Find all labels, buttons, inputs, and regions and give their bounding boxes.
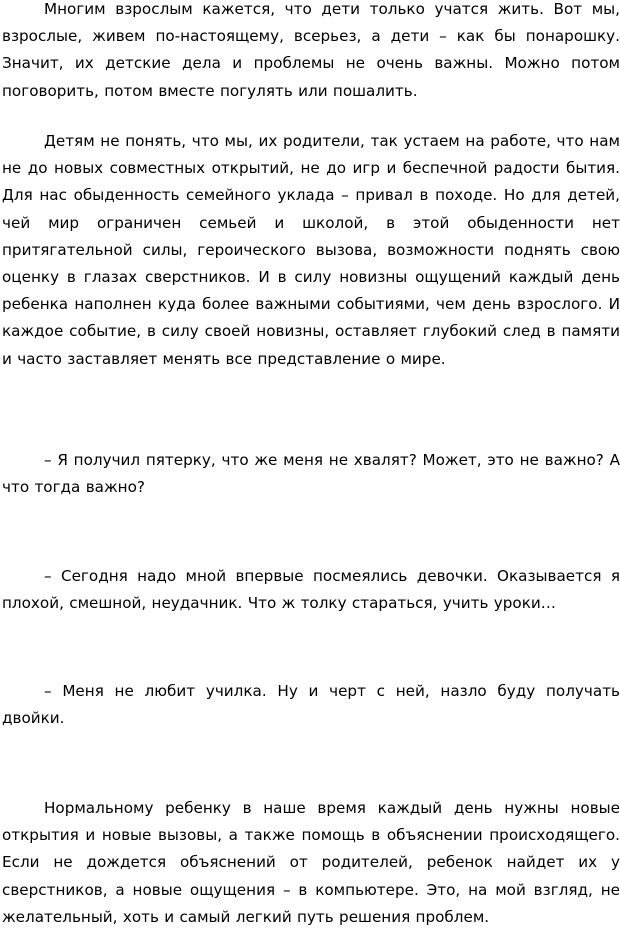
dialogue-line-3: – Меня не любит училка. Ну и черт с ней, назло буду получать двойки.: [2, 682, 620, 728]
paragraph-2: Детям не понять, что мы, их родители, так устаем на работе, что нам не до новых совместных открытий, не до игр и беспечной радости бытия. Для нас обыденность семейного уклада – привал в походе. Но для детей, чей мир ограничен семьей и школой, в этой обыденности нет притягательной силы, героического вызова, возможности поднять свою оценку в глазах сверстников. И в силу новизны ощущений каждый день ребенка наполнен куда более важными событиями, чем день взрослого. И каждое событие, в силу своей новизны, оставляет глубокий след в памяти и часто заставляет менять все представление о мире.: [2, 132, 620, 368]
dialogue-line-2: – Сегодня надо мной впервые посмеялись девочки. Оказывается я плохой, смешной, неудачник. Что ж толку стараться, учить уроки…: [2, 567, 620, 613]
paragraph-1: Многим взрослым кажется, что дети только учатся жить. Вот мы, взрослые, живем по-настоящему, всерьез, а дети – как бы понарошку. Значит, их детские дела и проблемы не очень важны. Можно потом поговорить, потом вместе погулять или пошалить.: [2, 0, 620, 100]
paragraph-3: Нормальному ребенку в наше время каждый день нужны новые открытия и новые вызовы, а также помощь в объяснении происходящего. Если не дождется объяснений от родителей, ребенок найдет их у сверстников, а новые ощущения – в компьютере. Это, на мой взгляд, не желательный, хоть и самый легкий путь решения проблем.: [2, 799, 620, 926]
dialogue-line-1: – Я получил пятерку, что же меня не хвалят? Может, это не важно? А что тогда важно?: [2, 451, 620, 497]
